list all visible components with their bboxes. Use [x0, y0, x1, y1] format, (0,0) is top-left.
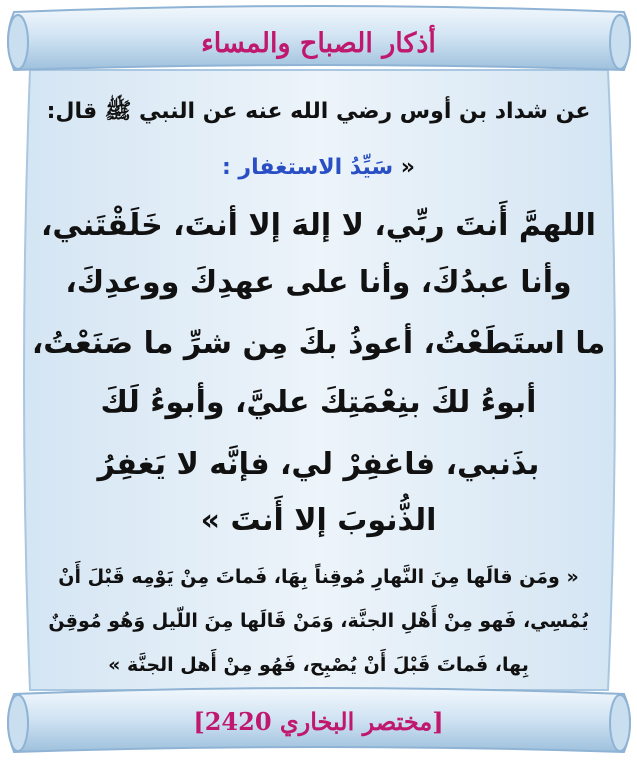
virtue-line: بِها، فَماتَ قَبْلَ أَنْ يُصْبِح، فَهُو مِنْ أَهل الجنَّة »	[108, 654, 529, 676]
page-title: أذكار الصباح والمساء	[201, 28, 436, 59]
sayyid-label: سَيِّدُ الاستغفار :	[221, 155, 394, 180]
dua-line: وأنا عبدُكَ، وأنا على عهدِكَ ووعدِكَ،	[65, 265, 572, 300]
dua-line: ما استَطَعْتُ، أعوذُ بكَ مِن شرِّ ما صَنَعْتُ،	[31, 326, 606, 361]
dua-line: أبوءُ لكَ بنِعْمَتِكَ عليَّ، وأبوءُ لَكَ	[100, 385, 537, 420]
dua-line: الذُّنوبَ إلا أَنتَ »	[200, 503, 437, 538]
quote-open: «	[400, 155, 416, 180]
virtue-line: يُمْسِي، فَهو مِنْ أَهْلِ الجنَّة، وَمَنْ قَالَها مِنَ اللّيل وَهُو مُوقِنٌ	[48, 610, 589, 632]
source-reference: [مختصر البخاري 2420]	[193, 707, 444, 736]
sayyid-istighfar-heading	[0, 155, 637, 180]
hadith-intro: عن شداد بن أوس رضي الله عنه عن النبي ﷺ قال:	[46, 99, 591, 124]
virtue-line: « ومَن قالَها مِنَ النَّهارِ مُوقِناً بِهَا، فَماتَ مِنْ يَوْمِه قَبْلَ أَنْ	[58, 566, 579, 588]
dua-line: اللهمَّ أَنتَ ربِّي، لا إلهَ إلا أنتَ، خَلَقْتَني،	[41, 208, 596, 243]
dua-line: بذَنبي، فاغفِرْ لي، فإنَّه لا يَغفِرُ	[97, 447, 540, 482]
